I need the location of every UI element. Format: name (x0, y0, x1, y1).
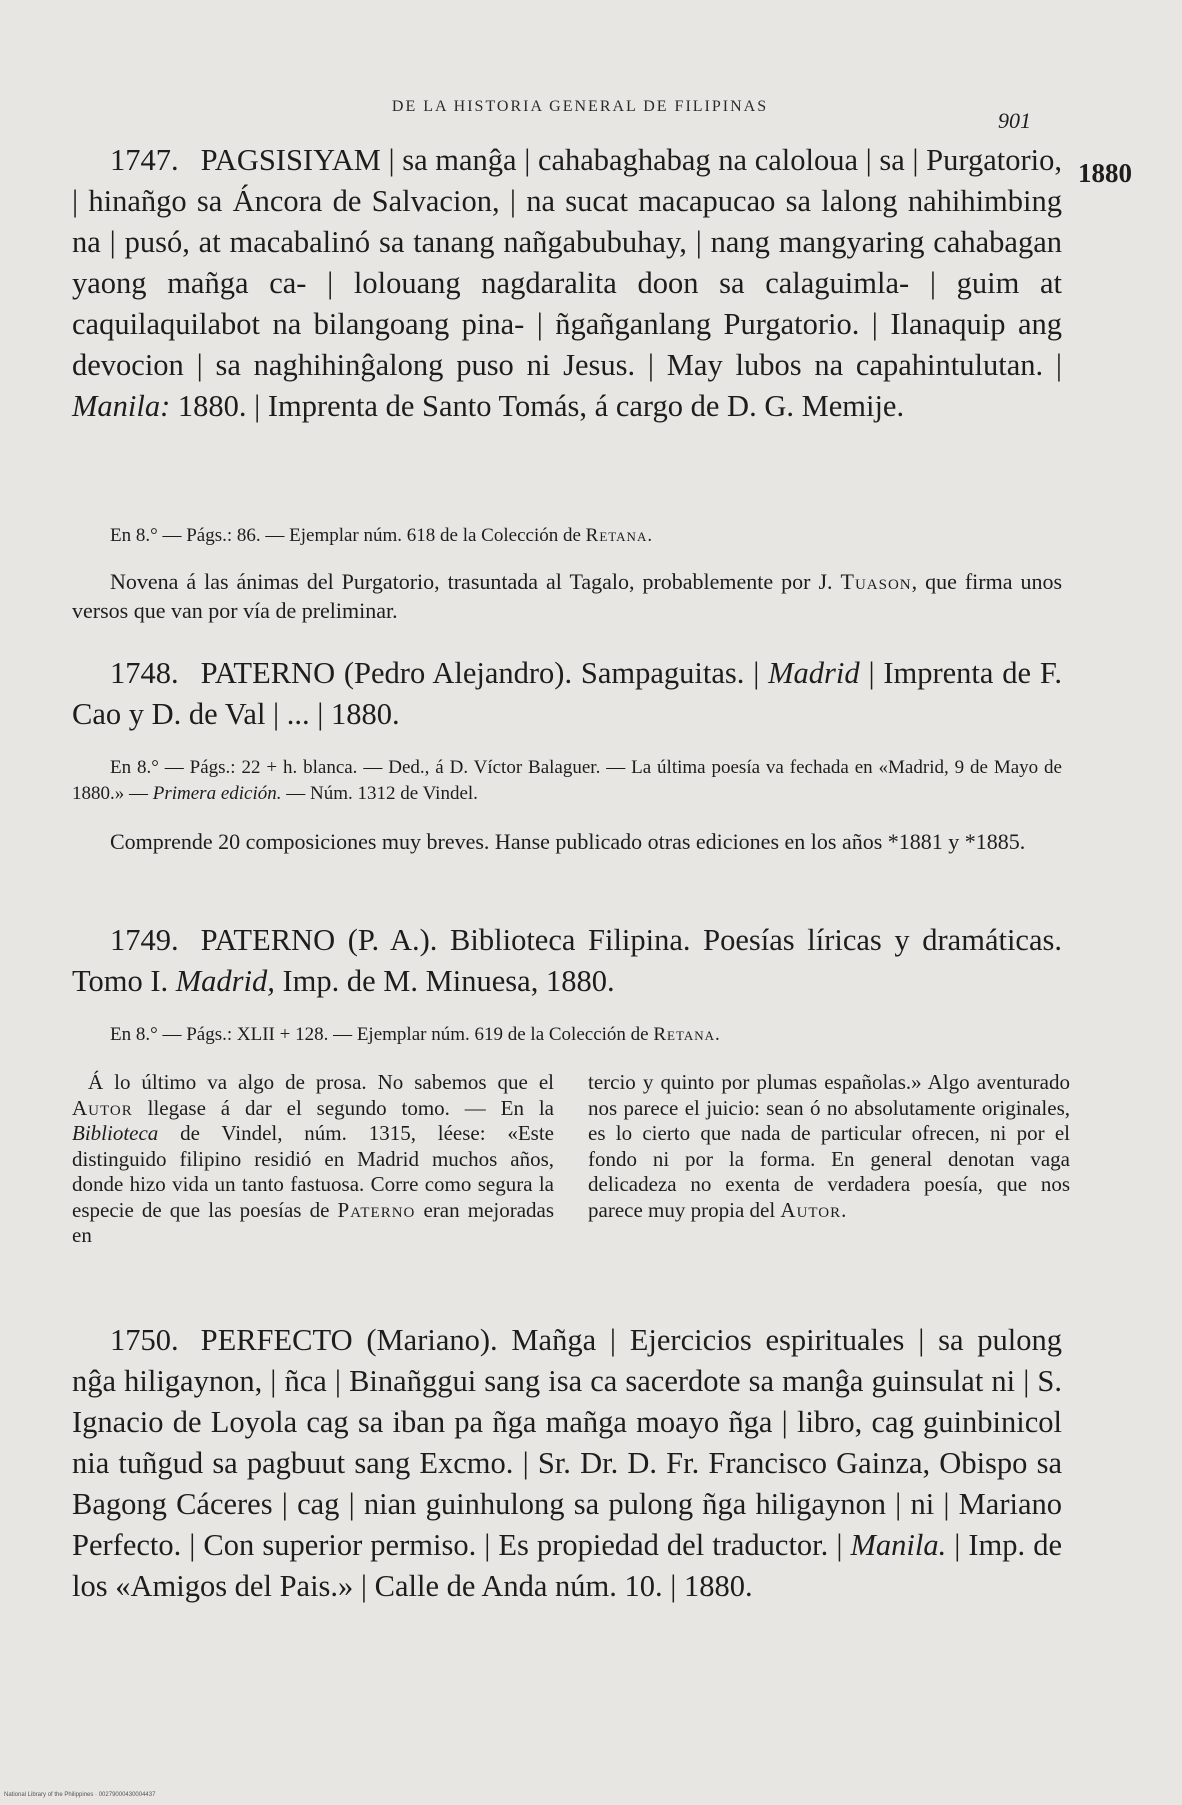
entry-1748: 1748. PATERNO (Pedro Alejandro). Sampaguitas. | Madrid | Imprenta de F. Cao y D. de Val | ... | 1880. (72, 656, 1062, 731)
note-1749: En 8.° — Págs.: XLII + 128. — Ejemplar núm. 619 de la Colección de Retana. (110, 1024, 720, 1045)
entry-number: 1747. (110, 143, 179, 177)
entry-number: 1750. (110, 1323, 179, 1357)
comment-1748: Comprende 20 composiciones muy breves. Hanse publicado otras ediciones en los años *1881 y *1885. (110, 829, 1026, 854)
entry-number: 1748. (110, 656, 179, 690)
margin-year: 1880 (1078, 158, 1132, 188)
comment-1747: Novena á las ánimas del Purgatorio, trasuntada al Tagalo, probablemente por J. Tuason, que firma unos versos que van por vía de preliminar. (72, 569, 1063, 623)
note-1747: En 8.° — Págs.: 86. — Ejemplar núm. 618 de la Colección de Retana. (110, 525, 653, 546)
scan-footer-tag: National Library of the Philippines · 00279000430004437 (4, 1792, 156, 1798)
note-1748: En 8.° — Págs.: 22 + h. blanca. — Ded., á D. Víctor Balaguer. — La última poesía va fechada en «Madrid, 9 de Mayo de 1880.» — Primera edición. — Núm. 1312 de Vindel. (72, 757, 1062, 804)
entry-place: Manila. (850, 1528, 947, 1562)
entry-place: Manila: (72, 389, 171, 423)
entry-1747 (72, 140, 1062, 427)
comment-1749-right-column: tercio y quinto por plumas españolas.» Algo aventurado nos parece el juicio: sean ó no absolutamente originales, es lo cierto que nada de particular ofrecen, ni por el fondo ni por la forma. En general denotan vaga delicadeza no exenta de verdadera poesía, que nos parece muy propia del Autor. (588, 1070, 1070, 1222)
page-number: 901 (998, 108, 1031, 133)
entry-text: PAGSISIYAM | sa manĝa | cahabaghabag na caloloua | sa | Purgatorio, | hinañgo sa Áncora de Salvacion, | na sucat macapucao sa lalong nahihimbing na | pusó, at macabalinó sa tanang nañgabubuhay, | nang mangyaring cahabagan yaong mañga ca- | lolouang nagdaralita doon sa calaguimla- | guim at caquilaquilabot na bilangoang pina- | ñgañganlang Purgatorio. | Ilanaquip ang devocion | sa naghihinĝalong puso ni Jesus. | May lubos na capahintulutan. | (72, 143, 1062, 382)
entry-place: Madrid, (175, 964, 275, 998)
entry-text-continued: 1880. | Imprenta de Santo Tomás, á cargo de D. G. Memije. (177, 389, 905, 423)
comment-1749-left-column: Á lo último va algo de prosa. No sabemos que el Autor llegase á dar el segundo tomo. — En la Biblioteca de Vindel, núm. 1315, léese: «Este distinguido filipino residió en Madrid muchos años, donde hizo vida un tanto fastuosa. Corre como segura la especie de que las poesías de Paterno eran mejoradas en (72, 1070, 555, 1247)
entry-place: Madrid (768, 656, 860, 690)
entry-1750: 1750. PERFECTO (Mariano). Mañga | Ejercicios espirituales | sa pulong nĝa hiligaynon, | ñca | Binañggui sang isa ca sacerdote sa manĝa guinsulat ni | S. Ignacio de Loyola cag sa iban pa ñga mañga moayo ñga | libro, cag guinbinicol nia tuñgud sa pagbuut sang Excmo. | Sr. Dr. D. Fr. Francisco Gainza, Obispo sa Bagong Cáceres | cag | nian guinhulong sa pulong ñga hiligaynon | ni | Mariano Perfecto. | Con superior permiso. | Es propiedad del traductor. | Manila. | Imp. de los «Amigos del Pais.» | Calle de Anda núm. 10. | 1880. (72, 1323, 1062, 1603)
entry-number: 1749. (110, 923, 179, 957)
entry-1749: 1749. PATERNO (P. A.). Biblioteca Filipina. Poesías líricas y dramáticas. Tomo I. Madrid, Imp. de M. Minuesa, 1880. (72, 923, 1062, 998)
running-title: DE LA HISTORIA GENERAL DE FILIPINAS (391, 98, 769, 115)
